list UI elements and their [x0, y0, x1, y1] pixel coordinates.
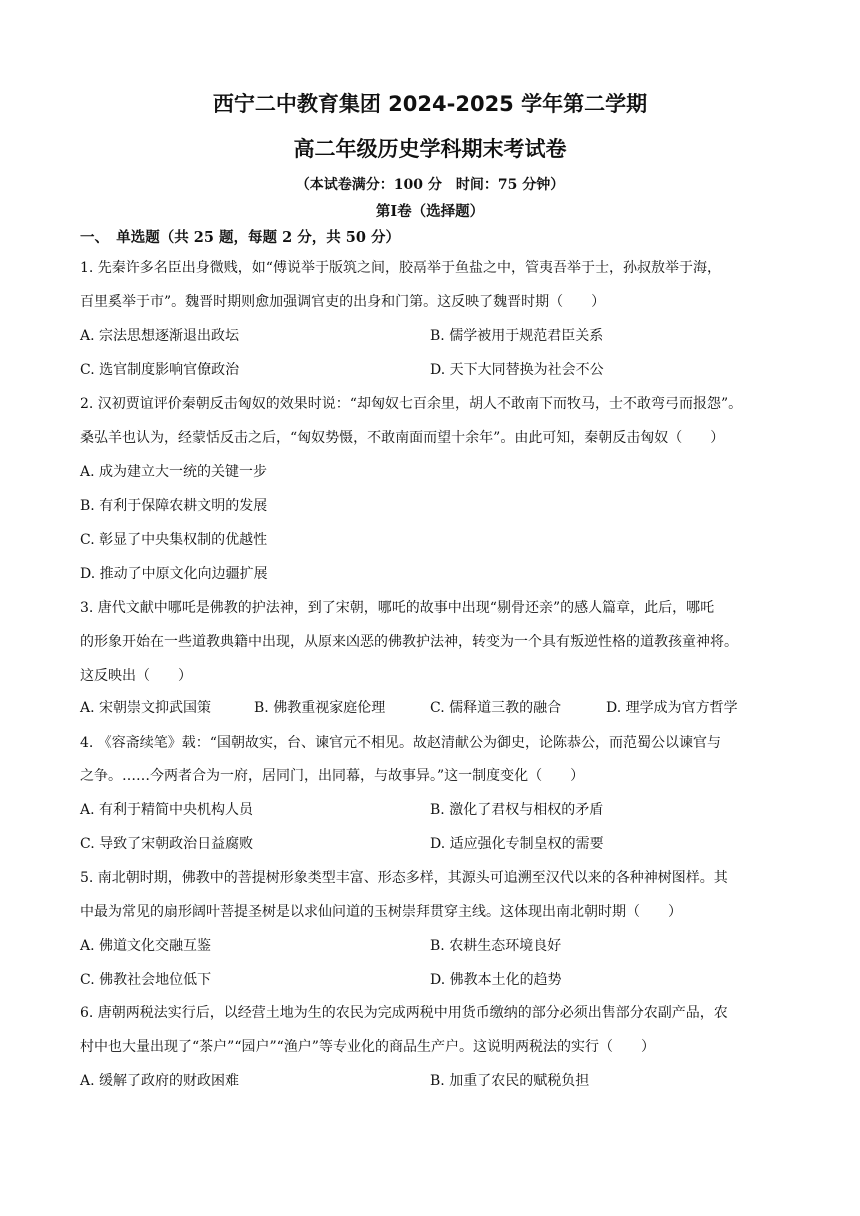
- question-1-text-line-1: 1. 先秦许多名臣出身微贱，如“傅说举于版筑之间，胶鬲举于鱼盐之中，管夷吾举于士，孙叔敖举于海，: [80, 260, 721, 276]
- question-5-option-c: C. 佛教社会地位低下: [80, 972, 212, 988]
- question-2-option-a: A. 成为建立大一统的关键一步: [80, 464, 268, 480]
- question-3-text-line-1: 3. 唐代文献中哪吒是佛教的护法神，到了宋朝，哪吒的故事中出现“剔骨还亲”的感人篇章，此后，哪吒: [80, 600, 715, 616]
- question-1-option-b: B. 儒学被用于规范君臣关系: [430, 328, 604, 344]
- question-3-text-line-3: 这反映出（ ）: [80, 668, 192, 684]
- question-6-text-line-2: 村中也大量出现了“茶户”“园户”“渔户”等专业化的商品生产户。这说明两税法的实行（ ）: [80, 1039, 655, 1055]
- question-6-option-a: A. 缓解了政府的财政困难: [80, 1073, 240, 1089]
- question-6-text-line-1: 6. 唐朝两税法实行后，以经营土地为生的农民为完成两税中用货币缴纳的部分必须出售部分农副产品，农: [80, 1005, 728, 1021]
- question-3-text-line-2: 的形象开始在一些道教典籍中出现，从原来凶恶的佛教护法神，转变为一个具有叛逆性格的道教孩童神将。: [80, 634, 738, 650]
- question-2-option-b: B. 有利于保障农耕文明的发展: [80, 498, 268, 514]
- question-5-option-a: A. 佛道文化交融互鉴: [80, 938, 212, 954]
- question-4-option-c: C. 导致了宋朝政治日益腐败: [80, 836, 254, 852]
- question-3-option-d: D. 理学成为官方哲学: [606, 700, 738, 716]
- question-5-text-line-2: 中最为常见的扇形阔叶菩提圣树是以求仙问道的玉树崇拜贯穿主线。这体现出南北朝时期（ ）: [80, 904, 682, 920]
- question-3-option-a: A. 宋朝崇文抑武国策: [80, 700, 212, 716]
- question-4-option-b: B. 激化了君权与相权的矛盾: [430, 802, 604, 818]
- question-2-option-d: D. 推动了中原文化向边疆扩展: [80, 566, 268, 582]
- question-4-text-line-1: 4. 《容斋续笔》载：“国朝故实，台、谏官元不相见。故赵清献公为御史，论陈恭公，而范蜀公以谏官与: [80, 735, 721, 751]
- question-1-option-d: D. 天下大同替换为社会不公: [430, 362, 604, 378]
- question-1-text-line-2: 百里奚举于市”。魏晋时期则愈加强调官吏的出身和门第。这反映了魏晋时期（ ）: [80, 294, 606, 310]
- question-4-option-d: D. 适应强化专制皇权的需要: [430, 836, 604, 852]
- exam-title-line1: 西宁二中教育集团 2024-2025 学年第二学期: [212, 92, 648, 116]
- question-3-option-b: B. 佛教重视家庭伦理: [254, 700, 386, 716]
- question-4-option-a: A. 有利于精简中央机构人员: [80, 802, 254, 818]
- question-1-option-c: C. 选官制度影响官僚政治: [80, 362, 240, 378]
- section-heading: 一、 单选题（共 25 题，每题 2 分，共 50 分）: [80, 229, 400, 246]
- question-5-text-line-1: 5. 南北朝时期，佛教中的菩提树形象类型丰富、形态多样，其源头可追溯至汉代以来的各种神树图样。其: [80, 870, 728, 886]
- question-3-option-c: C. 儒释道三教的融合: [430, 700, 562, 716]
- volume-heading: 第Ⅰ卷（选择题）: [375, 203, 485, 220]
- question-2-option-c: C. 彰显了中央集权制的优越性: [80, 532, 268, 548]
- question-5-option-d: D. 佛教本土化的趋势: [430, 972, 562, 988]
- question-1-option-a: A. 宗法思想逐渐退出政坛: [80, 328, 240, 344]
- question-2-text-line-1: 2. 汉初贾谊评价秦朝反击匈奴的效果时说：“却匈奴七百余里，胡人不敢南下而牧马，士不敢弯弓而报怨”。: [80, 396, 743, 412]
- exam-info: （本试卷满分：100 分 时间：75 分钟）: [295, 177, 565, 193]
- question-6-option-b: B. 加重了农民的赋税负担: [430, 1073, 590, 1089]
- question-5-option-b: B. 农耕生态环境良好: [430, 938, 562, 954]
- question-2-text-line-2: 桑弘羊也认为，经蒙恬反击之后，“匈奴势慑，不敢南面而望十余年”。由此可知，秦朝反击匈奴（ ）: [80, 430, 725, 446]
- question-4-text-line-2: 之争。……今两者合为一府，居同门，出同幕，与故事异。”这一制度变化（ ）: [80, 768, 585, 784]
- exam-title-line2: 高二年级历史学科期末考试卷: [293, 137, 567, 161]
